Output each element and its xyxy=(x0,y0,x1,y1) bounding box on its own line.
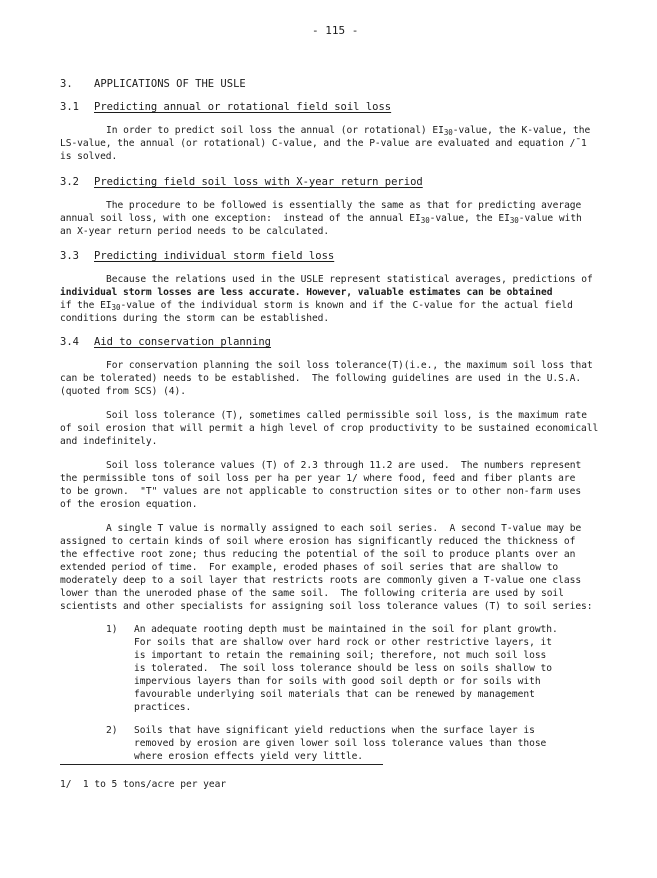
subsection-3-2-heading xyxy=(60,176,423,188)
list-item-line: is tolerated. The soil loss tolerance should be less on soils shallow to xyxy=(134,663,552,674)
text-run: -value of the individual storm is known and if the C-value for the actual field xyxy=(120,300,573,311)
paragraph-line: The procedure to be followed is essentially the same as that for predicting average xyxy=(106,200,582,211)
text-run: if the EI xyxy=(60,300,112,311)
paragraph-line: For conservation planning the soil loss tolerance(T)(i.e., the maximum soil loss that xyxy=(106,360,593,371)
section-title: APPLICATIONS OF THE USLE xyxy=(94,78,246,90)
subsection-3-3-heading xyxy=(60,250,334,262)
subsection-number: 3.3 xyxy=(60,250,79,262)
paragraph-line: the permissible tons of soil loss per ha per year 1/ where food, feed and fiber plants are xyxy=(60,473,576,484)
paragraph-line: conditions during the storm can be established. xyxy=(60,313,330,324)
list-item-line: favourable underlying soil materials that can be renewed by management xyxy=(134,689,535,700)
section-number: 3. xyxy=(60,78,73,90)
paragraph-line: to be grown. "T" values are not applicable to construction sites or to other non-farm uses xyxy=(60,486,582,497)
paragraph-line: LS-value, the annual (or rotational) C-value, and the P-value are evaluated and equation /¯1 xyxy=(60,138,587,149)
paragraph-line: scientists and other specialists for assigning soil loss tolerance values (T) to soil series: xyxy=(60,601,593,612)
footnote xyxy=(60,779,226,790)
paragraph-line: Because the relations used in the USLE represent statistical averages, predictions of xyxy=(106,274,593,285)
paragraph-line: extended period of time. For example, eroded phases of soil series that are shallow to xyxy=(60,562,559,573)
subsection-title: Aid to conservation planning xyxy=(94,336,272,348)
paragraph-line: moderately deep to a soil layer that restricts roots are commonly given a T-value one class xyxy=(60,575,582,586)
list-marker: 1) xyxy=(106,624,118,635)
text-run: -value, the EI xyxy=(429,213,510,224)
list-item-line: Soils that have significant yield reductions when the surface layer is xyxy=(134,725,535,736)
paragraph-line: of the erosion equation. xyxy=(60,499,198,510)
page-number: - 115 - xyxy=(312,24,359,37)
list-marker: 2) xyxy=(106,725,118,736)
text-run: annual soil loss, with one exception: instead of the annual EI xyxy=(60,213,421,224)
subscript: 30 xyxy=(509,216,519,225)
list-item-line: where erosion effects yield very little. xyxy=(134,751,364,762)
subscript: 30 xyxy=(443,128,453,137)
paragraph-line: is solved. xyxy=(60,151,118,162)
subscript: 30 xyxy=(420,216,430,225)
paragraph-line: assigned to certain kinds of soil where erosion has significantly reduced the thickness of xyxy=(60,536,576,547)
list-item-line: practices. xyxy=(134,702,192,713)
paragraph-line: A single T value is normally assigned to each soil series. A second T-value may be xyxy=(106,523,582,534)
subsection-3-1-heading xyxy=(60,101,391,113)
subsection-title: Predicting field soil loss with X-year return period xyxy=(94,176,423,188)
footnote-marker: 1/ xyxy=(60,779,72,790)
paragraph-line: Soil loss tolerance (T), sometimes called permissible soil loss, is the maximum rate xyxy=(106,410,587,421)
paragraph-line: (quoted from SCS) (4). xyxy=(60,386,186,397)
footnote-text: 1 to 5 tons/acre per year xyxy=(82,779,227,790)
section-heading xyxy=(60,78,246,90)
footnote-rule xyxy=(60,764,383,765)
subsection-title: Predicting individual storm field loss xyxy=(94,250,335,262)
subsection-3-4-heading xyxy=(60,336,271,348)
paragraph-line xyxy=(60,300,573,311)
paragraph-line: of soil erosion that will permit a high level of crop productivity to be sustained economicall xyxy=(60,423,599,434)
list-item-line: An adequate rooting depth must be maintained in the soil for plant growth. xyxy=(134,624,558,635)
subsection-number: 3.4 xyxy=(60,336,79,348)
paragraph-line: and indefinitely. xyxy=(60,436,158,447)
paragraph-line: can be tolerated) needs to be established. The following guidelines are used in the U.S.A. xyxy=(60,373,582,384)
list-item-line: is important to retain the remaining soil; therefore, not much soil loss xyxy=(134,650,547,661)
list-item-line: impervious layers than for soils with good soil depth or for soils with xyxy=(134,676,541,687)
subscript: 30 xyxy=(111,303,121,312)
paragraph-line xyxy=(106,125,590,136)
text-run: -value with xyxy=(518,213,582,224)
subsection-number: 3.2 xyxy=(60,176,79,188)
list-item-line: removed by erosion are given lower soil loss tolerance values than those xyxy=(134,738,547,749)
text-run: In order to predict soil loss the annual (or rotational) EI xyxy=(106,125,444,136)
subsection-number: 3.1 xyxy=(60,101,79,113)
subsection-title: Predicting annual or rotational field soil loss xyxy=(94,101,392,113)
text-run: -value, the K-value, the xyxy=(452,125,591,136)
paragraph-line: individual storm losses are less accurate. However, valuable estimates can be obtained xyxy=(60,287,553,298)
paragraph-line: the effective root zone; thus reducing the potential of the soil to produce plants over an xyxy=(60,549,576,560)
list-item-line: For soils that are shallow over hard rock or other restrictive layers, it xyxy=(134,637,552,648)
paragraph-line: lower than the uneroded phase of the same soil. The following criteria are used by soil xyxy=(60,588,564,599)
paragraph-line: Soil loss tolerance values (T) of 2.3 through 11.2 are used. The numbers represent xyxy=(106,460,582,471)
paragraph-line: an X-year return period needs to be calculated. xyxy=(60,226,330,237)
paragraph-line xyxy=(60,213,582,224)
